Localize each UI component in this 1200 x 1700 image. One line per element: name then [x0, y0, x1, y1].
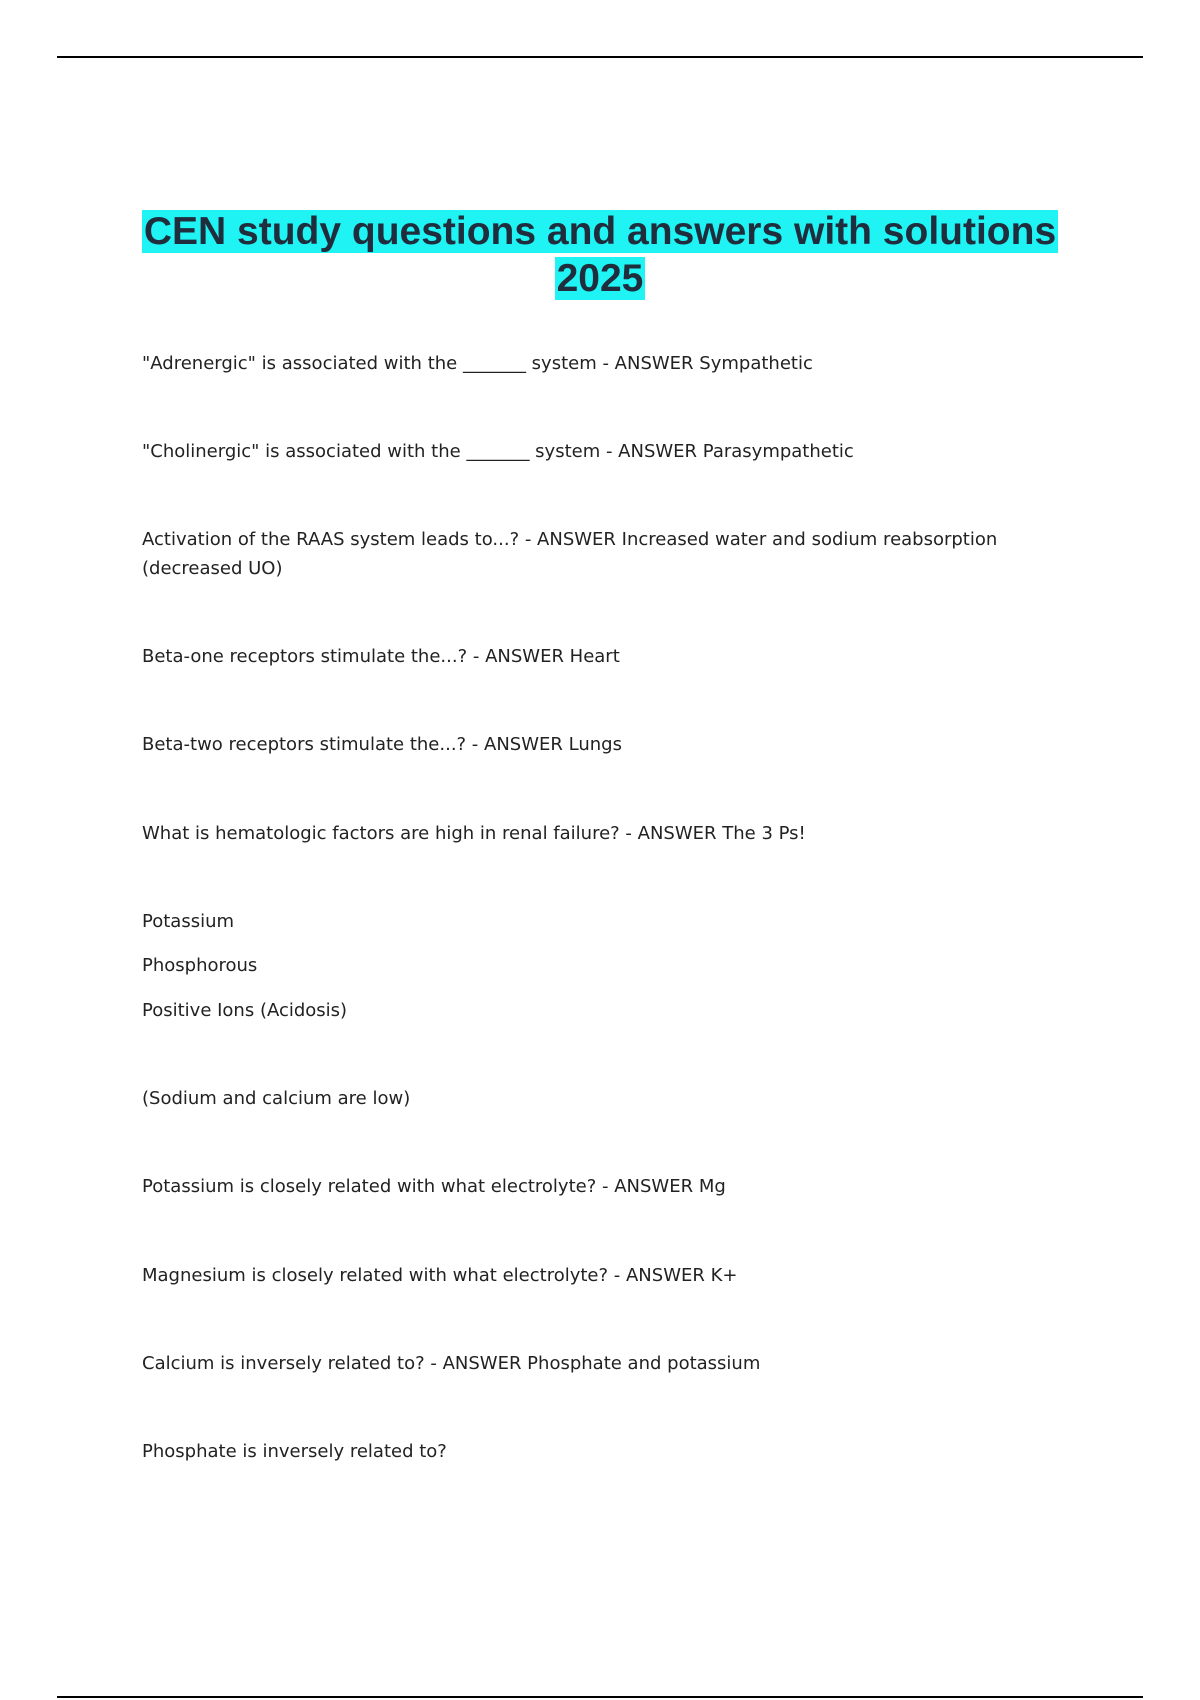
qa-beta-one: Beta-one receptors stimulate the...? - ANSWER Heart [142, 646, 620, 667]
note-sodium-calcium: (Sodium and calcium are low) [142, 1088, 411, 1109]
list-item-potassium: Potassium [142, 911, 235, 932]
qa-cholinergic: "Cholinergic" is associated with the _______ system - ANSWER Parasympathetic [142, 441, 854, 462]
qa-renal-failure: What is hematologic factors are high in renal failure? - ANSWER The 3 Ps! [142, 823, 806, 844]
title-line-1: CEN study questions and answers with solutions [143, 210, 1057, 253]
bottom-rule [57, 1696, 1143, 1698]
qa-beta-two: Beta-two receptors stimulate the...? - ANSWER Lungs [142, 734, 622, 755]
qa-phosphate-inverse: Phosphate is inversely related to? [142, 1441, 447, 1462]
document-title [100, 208, 1100, 302]
list-item-phosphorous: Phosphorous [142, 955, 258, 976]
qa-potassium-related: Potassium is closely related with what electrolyte? - ANSWER Mg [142, 1176, 726, 1197]
qa-raas-line-2: (decreased UO) [142, 558, 283, 579]
top-rule [57, 56, 1143, 58]
qa-calcium-inverse: Calcium is inversely related to? - ANSWER Phosphate and potassium [142, 1353, 761, 1374]
qa-raas-line-1: Activation of the RAAS system leads to...? - ANSWER Increased water and sodium reabsorption [142, 529, 998, 550]
list-item-positive-ions: Positive Ions (Acidosis) [142, 1000, 348, 1021]
qa-adrenergic: "Adrenergic" is associated with the _______ system - ANSWER Sympathetic [142, 353, 813, 374]
title-line-2: 2025 [556, 257, 644, 300]
qa-magnesium-related: Magnesium is closely related with what electrolyte? - ANSWER K+ [142, 1265, 738, 1286]
